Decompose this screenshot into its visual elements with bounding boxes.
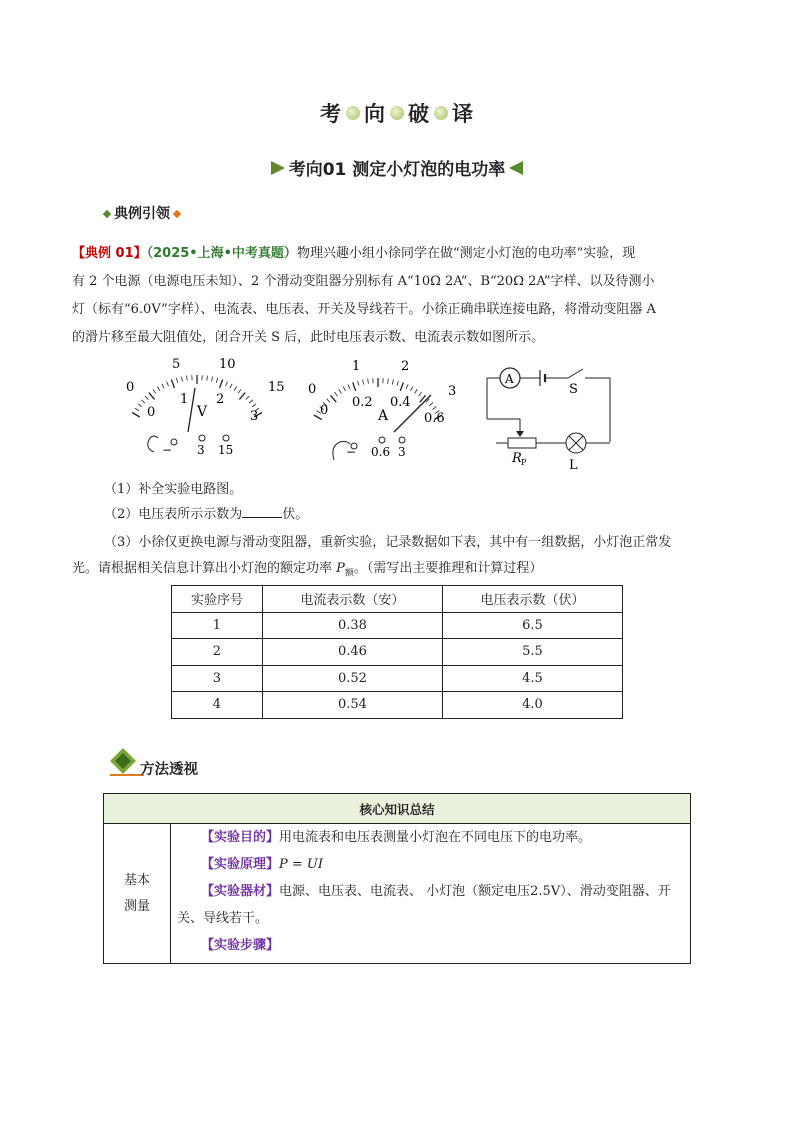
section-heading-text: 典例引领 [114,206,170,222]
section-heading-text: 方法透视 [140,762,198,778]
table-cell: 2 [172,639,263,666]
row-label [104,824,171,964]
summary-line [171,824,690,851]
summary-line: 关、导线若干。 [177,911,269,926]
summary-text: 用电流表和电压表测量小灯泡在不同电压下的电功率。 [279,830,592,845]
answer-blank[interactable] [242,505,282,518]
summary-tag: 【实验步骤】 [201,938,280,953]
scale-tick [212,377,213,382]
scale-tick [216,378,217,383]
summary-line [171,851,690,878]
method-badge-icon [108,746,144,776]
tick-label: 0 [308,382,317,397]
tick-label: 15 [268,380,285,395]
scale-tick [400,382,403,390]
tick-label: 3 [448,384,457,399]
scale-tick [153,389,156,393]
paragraph-line: 的滑片移至最大阻值处，闭合开关 S 后，此时电压表示数、电流表示数如图所示。 [72,330,545,345]
scale-tick [225,381,227,386]
column-header: 实验序号 [172,586,263,613]
table-cell: 0.38 [262,612,442,639]
scale-tick [432,406,436,409]
table-row [172,639,623,666]
rheostat-subscript: P [521,458,527,467]
scale-tick [181,377,182,382]
question-2 [104,505,308,525]
scale-tick [141,400,145,403]
column-header: 电流表示数（安） [262,586,442,613]
diamond-icon [103,210,111,218]
scale-tick [220,380,223,388]
table-cell: 4.0 [442,692,622,719]
rheostat-label: R [512,451,522,466]
table-header-row [104,794,691,824]
summary-text: 电源、电压表、电流表、 小灯泡（额定电压2.5V）、滑动变阻器、开 [279,884,671,899]
example-tag: 【典例 01】 [72,246,147,261]
scale-tick [249,400,253,403]
question-text: 伏。 [282,507,309,522]
paragraph-text: 物理兴趣小组小徐同学在做“测定小灯泡的电功率”实验，现 [296,246,636,261]
switch-icon [568,369,583,378]
paragraph-line: 有 2 个电源（电源电压未知）、2 个滑动变阻器分别标有 A“10Ω 2A”、B“20Ω 2A”字样、以及待测小 [72,274,655,289]
scale-tick [419,392,422,396]
data-table [171,585,623,719]
table-row [172,665,623,692]
diamond-icon [173,210,181,218]
arrow-left-icon [509,161,523,175]
scale-tick [234,386,237,390]
tick-label: 2 [216,392,225,407]
scale-tick [429,402,433,405]
table-cell: 3 [172,665,263,692]
tick-label: 0.2 [352,395,373,410]
scale-tick [330,395,336,402]
meter-unit: V [197,404,208,420]
scale-tick [157,386,160,390]
summary-header: 核心知识总结 [104,794,691,824]
scale-tick [171,380,174,388]
scale-tick [388,379,389,384]
page-title [0,98,794,128]
scale-tick [230,384,232,388]
scale-tick [166,381,168,386]
scale-tick [353,382,356,390]
table-cell: 5.5 [442,639,622,666]
table-cell: 0.54 [262,692,442,719]
table-cell: 1 [172,612,263,639]
formula: P = UI [279,857,324,872]
scale-tick [162,384,164,388]
terminal-label: − [162,443,173,457]
example-paragraph [72,240,724,352]
arrow-right-icon [271,161,285,175]
section-subtitle [0,155,794,180]
question-3-line [72,559,542,584]
title-char: 向 [364,102,386,126]
scale-tick [207,376,208,381]
table-cell: 4 [172,692,263,719]
tick-label: 0.6 [424,411,445,426]
scale-tick [132,413,140,418]
terminal-icon [399,437,405,443]
question-text: （2）电压表所示示数为 [104,507,243,522]
question-3-line: （3）小徐仅更换电源与滑动变阻器，重新实验，记录数据如下表，其中有一组数据，小灯泡正常发 [104,535,672,550]
slider-arrow-icon [516,431,524,437]
scale-tick [149,393,155,400]
title-char: 破 [408,102,430,126]
circuit-diagram [480,365,620,475]
scale-tick [327,399,330,403]
summary-content [171,824,691,964]
scale-tick [176,378,177,383]
scale-tick [135,408,139,411]
scale-tick [415,389,418,393]
scale-tick [358,381,359,386]
example-source: （2025•上海•中考真题） [146,246,297,261]
tick-label: 1 [352,359,361,374]
paragraph-line [72,240,724,268]
paragraph-line: 灯（标有“6.0V”字样）、电流表、电压表、开关及导线若干。小徐正确串联连接电路，将滑动变阻器 A [72,302,656,317]
table-cell: 0.46 [262,639,442,666]
table-row [172,612,623,639]
math-sub: 额 [344,568,354,579]
table-cell: 0.52 [262,665,442,692]
rheostat-icon [508,438,536,448]
question-text: 。（需写出主要推理和计算过程） [353,561,543,576]
question-1: （1）补全实验电路图。 [104,482,243,497]
switch-label: S [569,382,578,397]
row-label-text: 基本 [123,872,150,888]
scale-tick [238,389,241,393]
table-row [172,692,623,719]
terminal-label: 3 [197,443,205,457]
summary-line [171,932,690,959]
subtitle-text: 考向01 测定小灯泡的电功率 [288,160,506,180]
question-text: 光。请根据相关信息计算出小灯泡的额定功率 [72,561,337,576]
summary-table [103,793,691,964]
terminal-label: 3 [398,445,406,459]
terminal-icon [199,435,205,441]
scale-tick [410,387,412,391]
scale-tick [339,389,342,393]
scale-tick [145,396,148,400]
bullet-dot-icon [346,106,360,120]
tick-label: 2 [401,359,410,374]
scale-tick [343,387,345,391]
column-header: 电压表示数（伏） [442,586,622,613]
summary-tag: 【实验器材】 [201,884,280,899]
scale-tick [368,379,369,384]
scale-tick [252,404,256,407]
section-heading-examples [104,203,180,223]
tick-label: 0 [147,405,156,420]
tick-label: 3 [250,409,259,424]
summary-tag: 【实验原理】 [201,857,280,872]
scale-tick [246,396,249,400]
table-row [104,824,691,964]
terminal-label: 0.6 [371,445,391,459]
tick-label: 5 [172,357,181,372]
scale-tick [363,380,364,385]
bullet-dot-icon [390,106,404,120]
meter-needle [188,388,195,432]
terminal-icon [379,437,385,443]
scale-tick [187,376,188,381]
voltmeter-figure [118,350,298,460]
ammeter-figure [298,352,468,462]
tick-label: 1 [180,392,189,407]
meter-unit: A [378,408,389,424]
scale-tick [239,393,245,400]
bullet-dot-icon [434,106,448,120]
terminal-icon [223,435,229,441]
table-cell: 4.5 [442,665,622,692]
ammeter-symbol-label: A [505,372,514,386]
summary-tag: 【实验目的】 [201,830,280,845]
wire-icon [148,436,158,452]
scale-tick [392,380,393,385]
scale-tick [335,392,338,396]
tick-label: 0.4 [390,395,411,410]
tick-label: 0 [126,380,135,395]
summary-line [171,878,690,905]
scale-tick [348,384,350,389]
scale-tick [397,381,398,386]
row-label-text: 测量 [123,898,150,914]
lamp-label: L [569,458,578,473]
terminal-label: 15 [218,443,234,457]
terminal-label: − [346,445,357,459]
tick-label: 0 [320,403,329,418]
title-char: 译 [452,102,474,126]
table-header-row [172,586,623,613]
scale-tick [406,384,408,389]
title-char: 考 [320,102,342,126]
math-var: P [336,561,345,576]
table-cell: 6.5 [442,612,622,639]
scale-tick [138,404,142,407]
tick-label: 10 [219,357,236,372]
